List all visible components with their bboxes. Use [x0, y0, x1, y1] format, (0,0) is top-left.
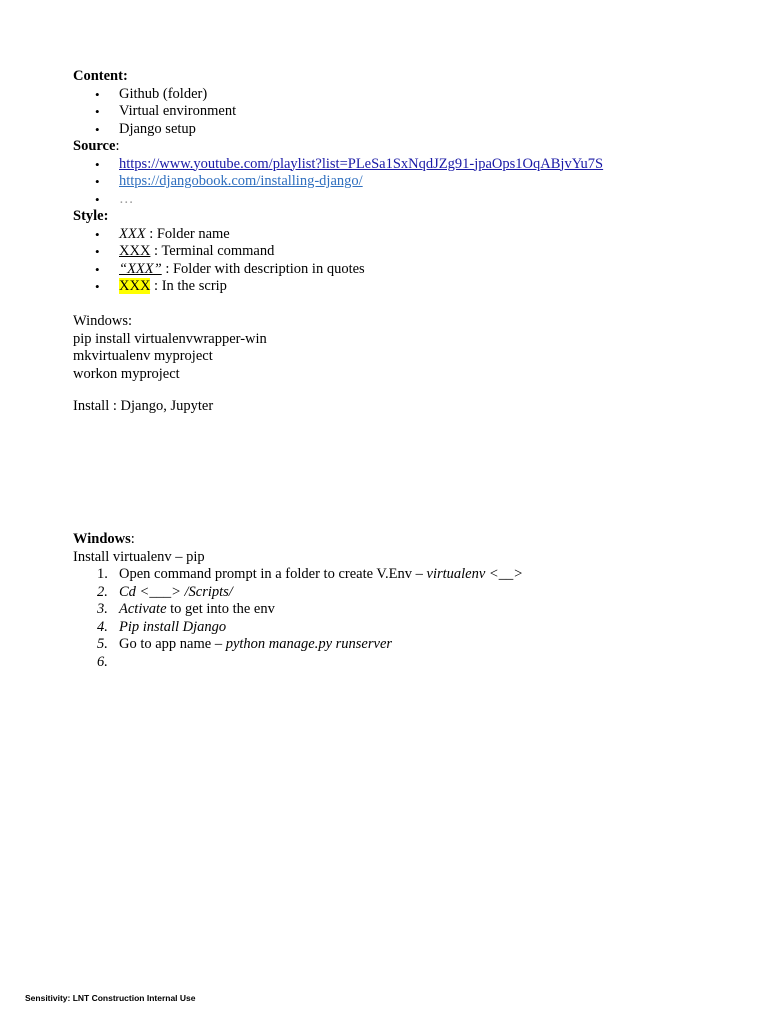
bullet-icon: • — [95, 86, 100, 102]
list-item — [73, 191, 603, 209]
style-list — [73, 226, 603, 296]
style-desc: : Folder name — [145, 225, 230, 242]
step-text: Open command prompt in a folder to create V.Env – — [119, 566, 427, 582]
list-item — [73, 584, 523, 602]
command-line: workon myproject — [73, 365, 180, 382]
list-item — [73, 156, 603, 174]
windows-label: Windows: — [73, 313, 133, 329]
djangobook-link[interactable]: https://djangobook.com/installing-django/ — [119, 173, 363, 189]
style-desc: : In the scrip — [150, 278, 227, 294]
list-item — [73, 619, 523, 637]
step-number: 2. — [97, 583, 108, 600]
style-desc: : Terminal command — [150, 243, 275, 259]
bullet-icon: • — [95, 156, 100, 172]
content-list — [73, 86, 603, 139]
step-text: to get into the env — [166, 601, 275, 617]
bullet-icon: • — [95, 104, 100, 119]
windows-steps-section — [73, 531, 523, 671]
bullet-icon: • — [95, 174, 100, 189]
list-item — [73, 566, 523, 584]
list-item — [73, 601, 523, 619]
list-item — [73, 278, 603, 296]
style-desc: : Folder with description in quotes — [161, 260, 365, 277]
windows-commands-section — [73, 313, 267, 383]
style-key-italic: XXX — [119, 225, 146, 242]
list-item — [73, 654, 523, 672]
step-number: 4. — [97, 618, 108, 635]
source-heading: Source — [73, 138, 116, 154]
step-number: 5. — [97, 636, 108, 652]
style-key-underline: XXX — [119, 243, 151, 259]
bullet-icon: • — [95, 244, 100, 259]
list-item — [73, 261, 603, 279]
list-item — [73, 243, 603, 261]
windows-heading: Windows — [73, 531, 131, 547]
step-command: python manage.py runserver — [225, 636, 393, 652]
content-section — [73, 68, 603, 296]
source-list — [73, 156, 603, 209]
command-line: pip install virtualenvwrapper-win — [73, 330, 267, 347]
source-colon: : — [115, 138, 120, 154]
windows-colon: : — [130, 531, 135, 547]
step-number: 3. — [97, 601, 108, 617]
install-virtualenv-line: Install virtualenv – pip — [73, 548, 205, 565]
style-key-quoted: “XXX” — [119, 260, 162, 277]
step-text: Go to app name – — [119, 636, 226, 652]
youtube-playlist-link[interactable]: https://www.youtube.com/playlist?list=PLeSa1SxNqdJZg91-jpaOps1OqABjvYu7S — [119, 155, 604, 172]
bullet-icon: • — [95, 279, 100, 294]
sensitivity-footer: Sensitivity: LNT Construction Internal Use — [25, 993, 196, 1003]
bullet-icon: • — [95, 226, 100, 242]
bullet-icon: • — [95, 191, 100, 207]
list-item — [73, 226, 603, 244]
steps-list — [73, 566, 523, 671]
bullet-icon: • — [95, 261, 100, 277]
install-line: Install : Django, Jupyter — [73, 398, 214, 414]
source-heading-line — [73, 138, 603, 156]
command-line: mkvirtualenv myproject — [73, 348, 213, 364]
style-key-highlight: XXX — [119, 278, 151, 294]
list-item — [73, 173, 603, 191]
step-number: 1. — [97, 566, 108, 582]
step-command: virtualenv <__> — [426, 566, 523, 582]
step-command: Cd <___> /Scripts/ — [119, 583, 233, 600]
list-item — [73, 636, 523, 654]
list-item — [73, 86, 603, 104]
list-item — [73, 103, 603, 121]
style-heading: Style: — [73, 208, 109, 224]
list-item — [73, 121, 603, 139]
list-item-text: Django setup — [119, 120, 196, 137]
step-number: 6. — [97, 653, 108, 670]
step-command: Pip install Django — [119, 618, 227, 635]
content-heading: Content: — [73, 68, 128, 84]
bullet-icon: • — [95, 121, 100, 137]
step-command: Activate — [119, 601, 167, 617]
ellipsis-text: … — [119, 190, 134, 207]
windows-heading-line — [73, 531, 523, 549]
list-item-text: Github (folder) — [119, 85, 208, 102]
list-item-text: Virtual environment — [119, 103, 237, 119]
